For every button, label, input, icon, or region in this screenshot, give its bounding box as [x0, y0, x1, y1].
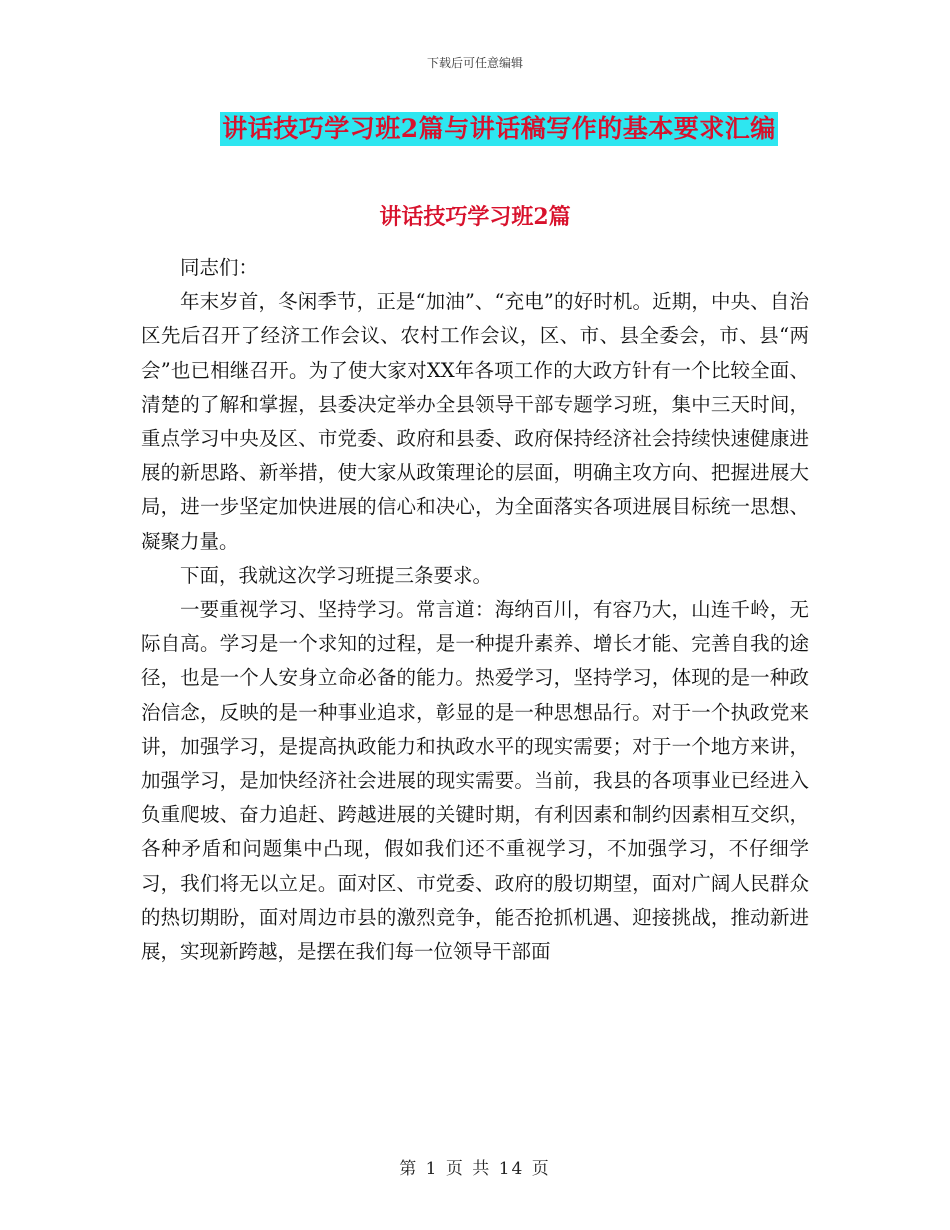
sub-title: 讲话技巧学习班2篇	[379, 204, 571, 230]
paragraph: 下面，我就这次学习班提三条要求。	[180, 563, 493, 587]
header-note: 下载后可任意编辑	[426, 56, 523, 70]
paragraph: 年末岁首，冬闲季节，正是“加油”、“充电”的好时机。近期，中央、自治区先后召开了经济工作会议、农村工作会议，区、市、县全委会，市、县“两会”也已相继召开。为了使大家对XX年各项工作的大政方针有一个比较全面、清楚的了解和掌握，县委决定举办全县领导干部专题学习班，集中三天时间，重点学习中央及区、市党委、政府和县委、政府保持经济社会持续快速健康进展的新思路、新举措，使大家从政策理论的层面，明确主攻方向、把握进展大局，进一步坚定加快进展的信心和决心，为全面落实各项进展目标统一思想、凝聚力量。	[141, 290, 809, 553]
main-title: 讲话技巧学习班2篇与讲话稿写作的基本要求汇编	[220, 112, 777, 146]
main-title-wrap	[0, 112, 950, 146]
paragraph: 一要重视学习、坚持学习。常言道：海纳百川，有容乃大，山连千岭，无际自高。学习是一个求知的过程，是一种提升素养、增长才能、完善自我的途径，也是一个人安身立命必备的能力。热爱学习，坚持学习，体现的是一种政治信念，反映的是一种事业追求，彰显的是一种思想品行。对于一个执政党来讲，加强学习，是提高执政能力和执政水平的现实需要；对于一个地方来讲，加强学习，是加快经济社会进展的现实需要。当前，我县的各项事业已经进入负重爬坡、奋力追赶、跨越进展的关键时期，有利因素和制约因素相互交织，各种矛盾和问题集中凸现，假如我们还不重视学习，不加强学习，不仔细学习，我们将无以立足。面对区、市党委、政府的殷切期望，面对广阔人民群众的热切期盼，面对周边市县的激烈竞争，能否抢抓机遇、迎接挑战，推动新进展，实现新跨越，是摆在我们每一位领导干部面	[141, 598, 809, 964]
page-number-footer: 第 1 页 共 14 页	[399, 1159, 551, 1179]
document-body	[141, 223, 809, 969]
paragraph-salutation: 同志们：	[180, 256, 259, 279]
